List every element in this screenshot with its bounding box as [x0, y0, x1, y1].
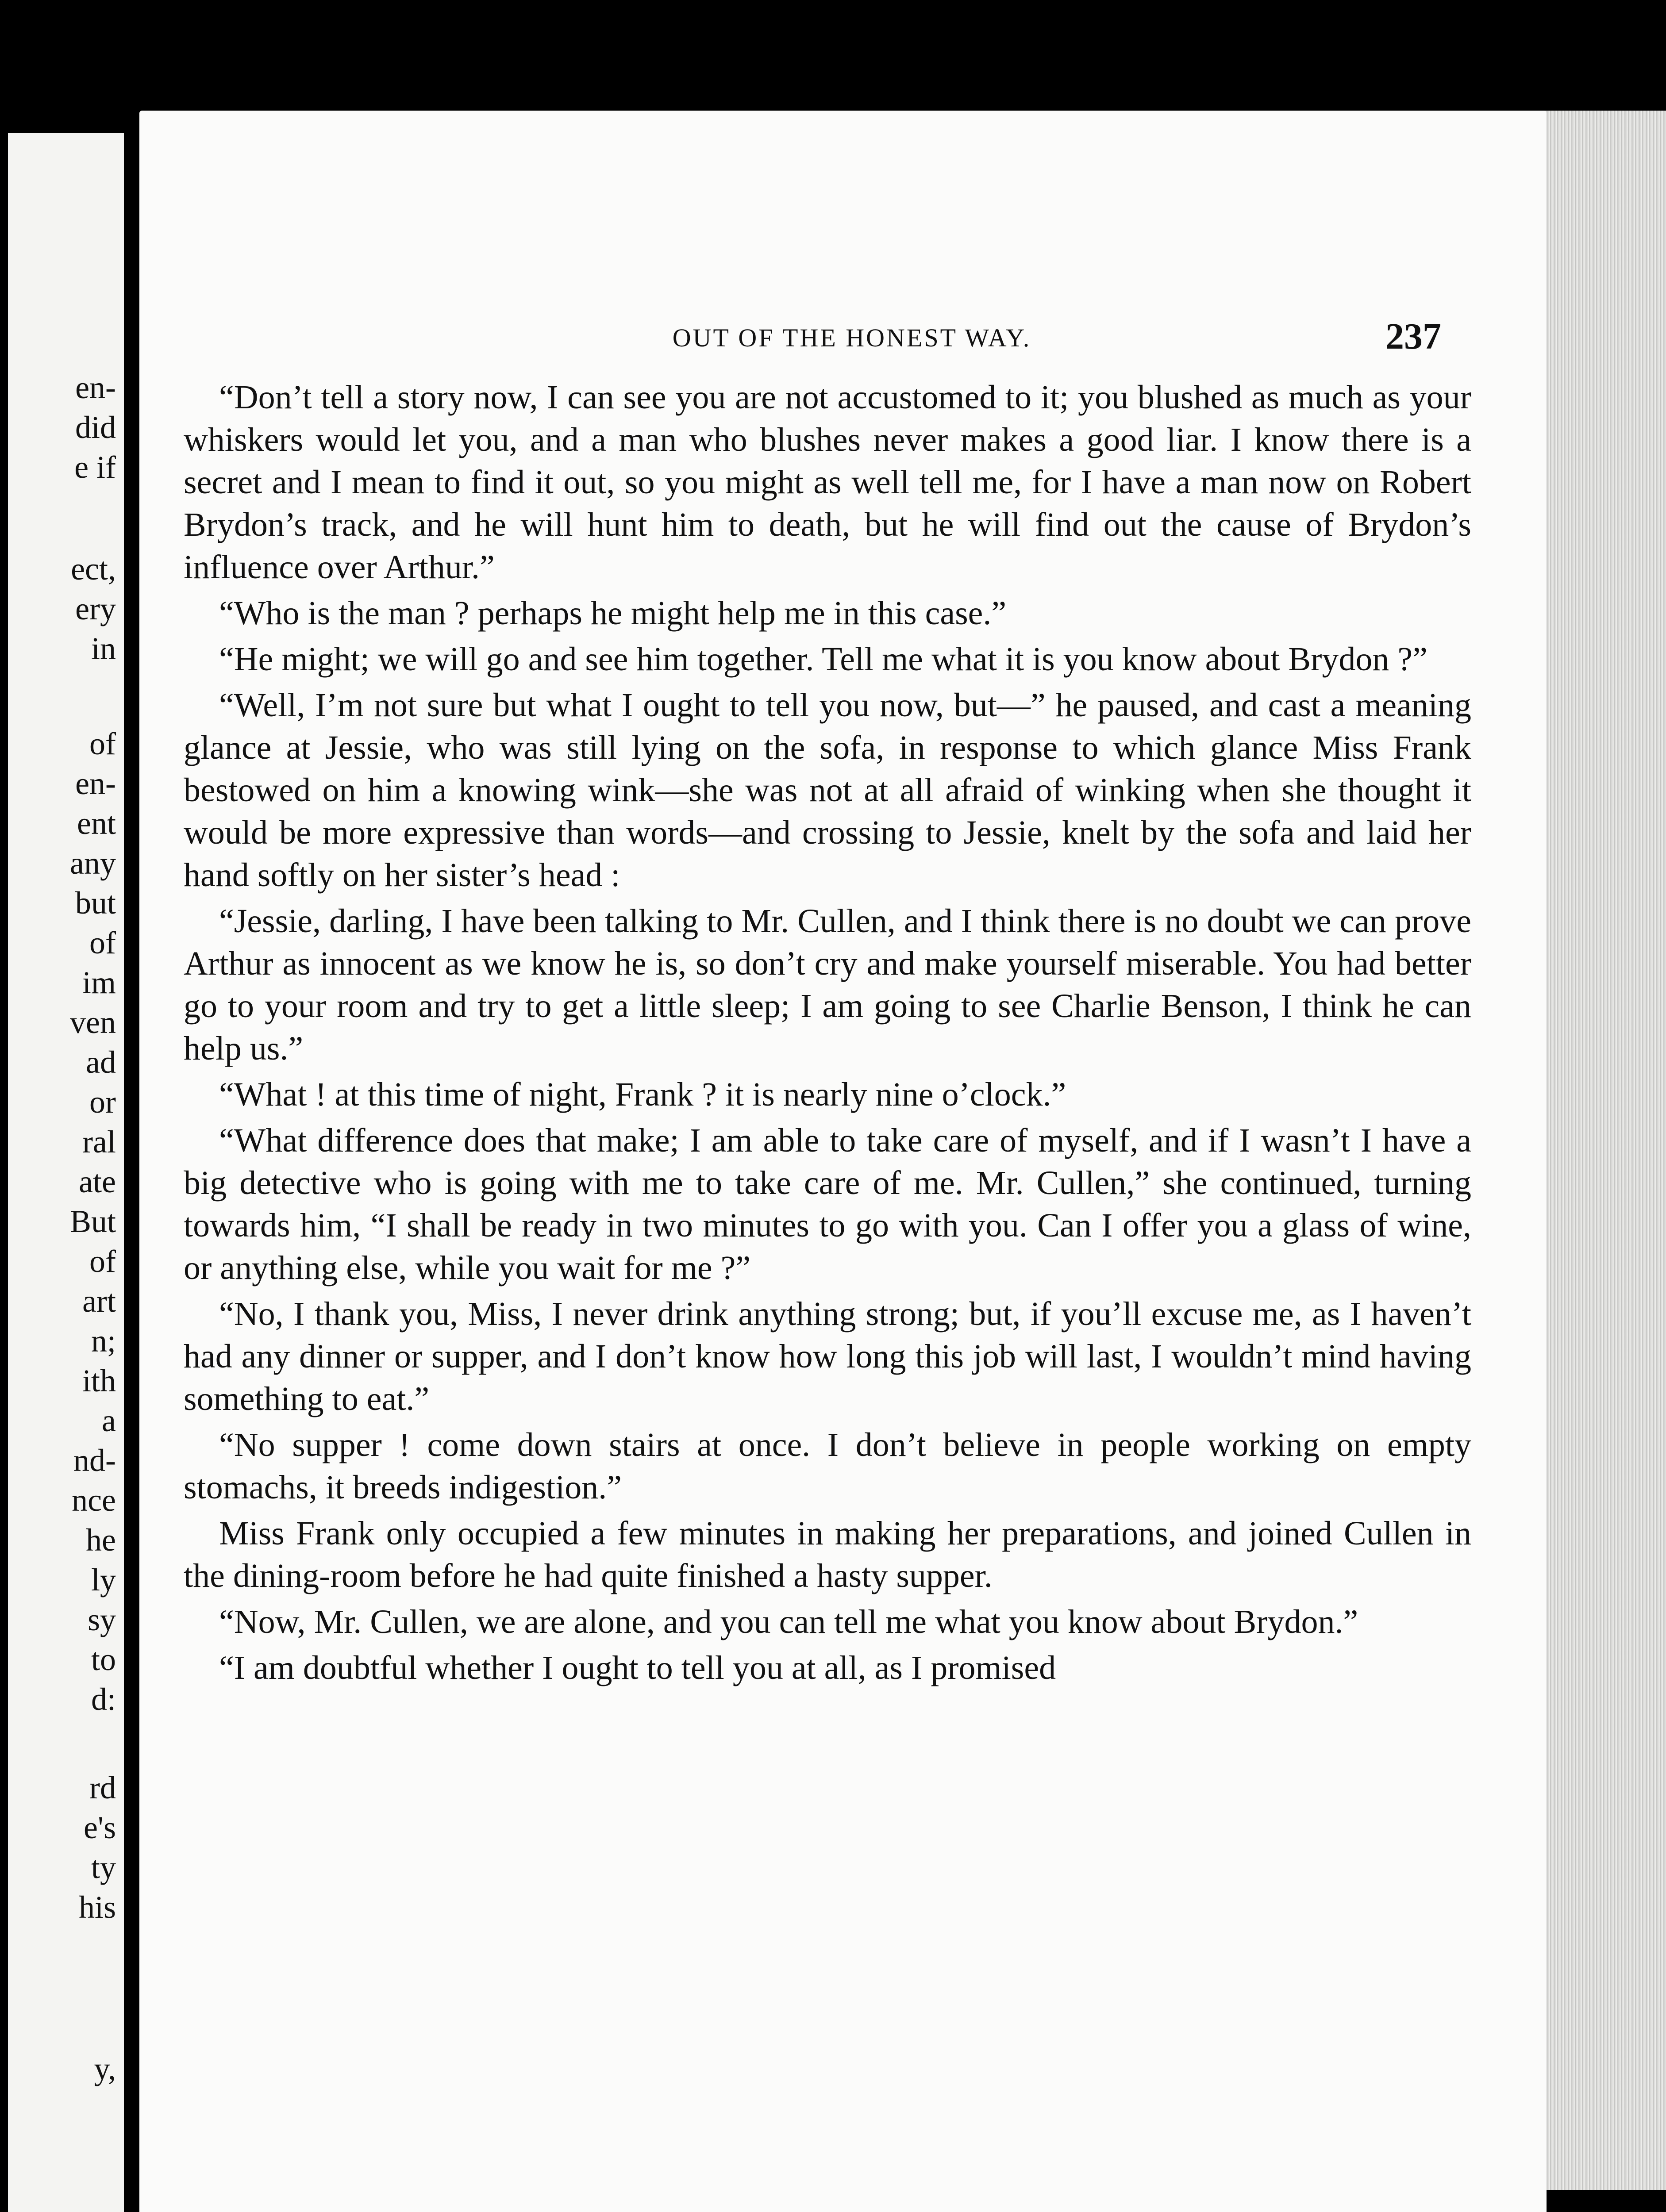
- facing-page-fragment: his: [78, 1889, 116, 1925]
- facing-page-fragment: en-: [75, 370, 116, 405]
- facing-page-fragment: but: [75, 885, 116, 921]
- facing-page-fragment: n;: [91, 1323, 116, 1359]
- facing-page-fragment: ty: [91, 1850, 116, 1885]
- facing-page-fragment: in: [91, 631, 116, 666]
- facing-page-edge: [8, 133, 136, 2212]
- facing-page-fragment: ery: [75, 591, 116, 626]
- paragraph: “What ! at this time of night, Frank ? it is nearly nine o’clock.”: [219, 1076, 1066, 1113]
- facing-page-fragment: a: [102, 1403, 116, 1438]
- facing-page-fragment: ect,: [71, 551, 116, 587]
- facing-page-fragment: e if: [74, 449, 116, 485]
- running-head: OUT OF THE HONEST WAY.: [672, 323, 1031, 352]
- facing-page-fragment: nce: [72, 1482, 116, 1518]
- page-number: 237: [1385, 316, 1441, 357]
- facing-page-fragment: rd: [89, 1770, 116, 1805]
- facing-page-fragment: to: [91, 1642, 116, 1677]
- facing-page-fragment: ral: [82, 1124, 116, 1160]
- facing-page-fragment: did: [75, 410, 116, 445]
- paragraph: “He might; we will go and see him together. Tell me what it is you know about Brydon ?”: [219, 641, 1427, 678]
- paragraph: “Jessie, darling, I have been talking to Mr. Cullen, and I think there is no doubt we can prove Arthur as innocent as we know he is, so don’t cry and make yourself miserable. You had better go to your room and try to get a little sleep; I am going to see Charlie Benson, I think he can help us.”: [184, 902, 1471, 1067]
- facing-page-fragment: art: [82, 1283, 116, 1319]
- paragraph: “Don’t tell a story now, I can see you are not accustomed to it; you blushed as much as your whiskers would let you, and a man who blushes never makes a good liar. I know there is a secret and I mean to find it out, so you might as well tell me, for I have a man now on Robert Brydon’s track, and he will hunt him to death, but he will find out the cause of Brydon’s influence over Arthur.”: [184, 379, 1471, 586]
- facing-page-fragment: he: [86, 1522, 116, 1558]
- facing-page-fragment: of: [89, 726, 116, 761]
- facing-page-fragment: d:: [91, 1682, 116, 1717]
- paragraph: “What difference does that make; I am able to take care of myself, and if I wasn’t I have a big detective who is going with me to take care of me. Mr. Cullen,” she continued, turning towards him, “I shall be ready in two minutes to go with you. Can I offer you a glass of wine, or anything else, while you wait for me ?”: [184, 1122, 1471, 1286]
- facing-page-fragment: of: [89, 925, 116, 960]
- book-page: [139, 111, 1547, 2212]
- facing-page-fragment: ent: [77, 806, 116, 841]
- facing-page-fragment: any: [70, 845, 116, 881]
- body-text: [184, 376, 1471, 1689]
- facing-page-fragment: im: [82, 965, 116, 1000]
- facing-page-fragment: sy: [87, 1602, 116, 1637]
- facing-page-fragment: ith: [82, 1363, 116, 1398]
- facing-page-fragment: y,: [94, 2051, 116, 2086]
- page-header: [139, 305, 1547, 358]
- facing-page-fragment: ly: [91, 1562, 116, 1598]
- facing-page-fragment: ate: [79, 1164, 116, 1199]
- facing-page-fragment: ven: [70, 1005, 116, 1040]
- paragraph: “No, I thank you, Miss, I never drink anything strong; but, if you’ll excuse me, as I haven’t had any dinner or supper, and I don’t know how long this job will last, I wouldn’t mind having something to eat.”: [184, 1295, 1471, 1417]
- page-edge-artifact: [1538, 111, 1666, 2190]
- facing-page-fragment: ad: [86, 1045, 116, 1080]
- paragraph: “No supper ! come down stairs at once. I don’t believe in people working on empty stomachs, it breeds indigestion.”: [184, 1426, 1471, 1506]
- facing-page-fragment: e's: [84, 1810, 116, 1845]
- facing-page-fragment: en-: [75, 766, 116, 801]
- paragraph: Miss Frank only occupied a few minutes in making her preparations, and joined Cullen in the dining-room before he had quite finished a hasty supper.: [184, 1515, 1471, 1594]
- paragraph: “Who is the man ? perhaps he might help me in this case.”: [219, 595, 1007, 632]
- paragraph: “I am doubtful whether I ought to tell you at all, as I promised: [219, 1649, 1056, 1686]
- paragraph: “Now, Mr. Cullen, we are alone, and you can tell me what you know about Brydon.”: [219, 1603, 1358, 1640]
- facing-page-fragment: But: [69, 1204, 116, 1239]
- facing-page-fragment: or: [89, 1084, 116, 1120]
- facing-page-fragment: of: [89, 1244, 116, 1279]
- facing-page-fragment: nd-: [73, 1443, 116, 1478]
- paragraph: “Well, I’m not sure but what I ought to tell you now, but—” he paused, and cast a meaning glance at Jessie, who was still lying on the sofa, in response to which glance Miss Frank bestowed on him a knowing wink—she was not at all afraid of winking when she thought it would be more expressive than words—and crossing to Jessie, knelt by the sofa and laid her hand softly on her sister’s head :: [184, 687, 1471, 894]
